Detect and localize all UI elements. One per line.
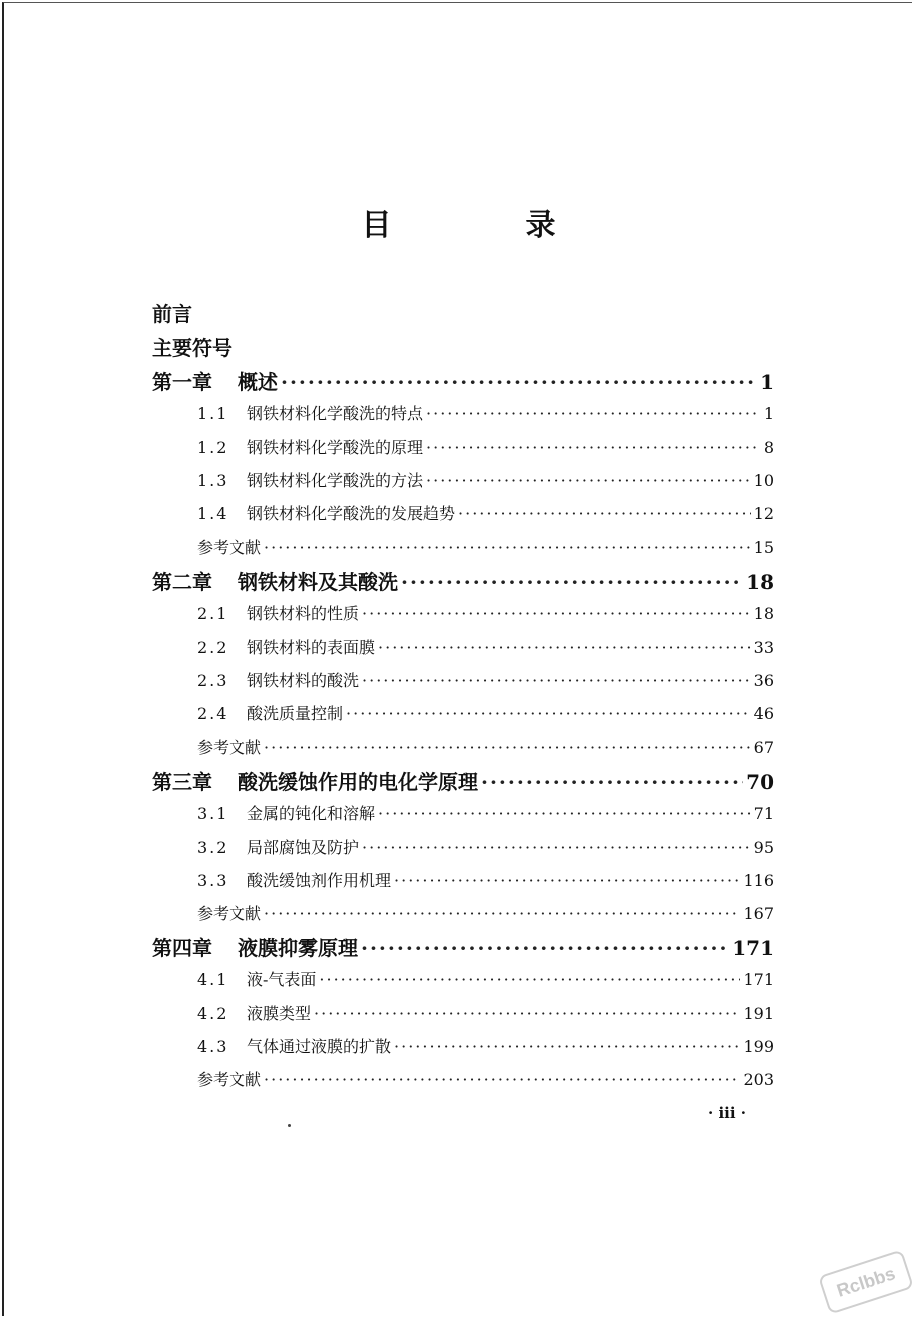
dot-leader xyxy=(264,738,751,757)
section-page: 46 xyxy=(753,704,774,724)
section-title: 钢铁材料的酸洗 xyxy=(247,670,360,690)
section-page: 12 xyxy=(753,504,774,524)
chapter-page: 18 xyxy=(746,570,774,594)
section-page: 199 xyxy=(743,1036,774,1056)
dot-leader xyxy=(426,438,757,457)
watermark-logo: Rclbbs xyxy=(818,1249,914,1314)
section-number: 1.2 xyxy=(197,437,229,457)
chapter-title: 酸洗缓蚀作用的电化学原理 xyxy=(238,770,478,794)
toc-section-row xyxy=(197,668,774,691)
chapter-number: 第四章 xyxy=(152,936,212,960)
dot-leader xyxy=(378,804,751,823)
section-page: 116 xyxy=(743,870,774,890)
section-number: 1.4 xyxy=(197,504,229,524)
dot-leader xyxy=(362,838,751,857)
chapter-title: 钢铁材料及其酸洗 xyxy=(238,570,398,594)
section-number: 3.1 xyxy=(197,804,229,824)
section-page: 8 xyxy=(763,437,774,457)
dot-leader xyxy=(314,1004,740,1023)
dot-leader xyxy=(361,936,729,960)
toc-section-row xyxy=(197,601,774,624)
dot-leader xyxy=(378,638,751,657)
dot-leader xyxy=(281,370,757,394)
section-number: 2.4 xyxy=(197,704,229,724)
section-number: 2.3 xyxy=(197,670,229,690)
toc-preface: 前言 xyxy=(152,302,192,326)
toc-references-row xyxy=(197,901,774,924)
section-number: 1.3 xyxy=(197,470,229,490)
toc-section-row xyxy=(197,468,774,491)
dot-leader xyxy=(394,871,740,890)
toc-section-row xyxy=(197,701,774,724)
section-title: 局部腐蚀及防护 xyxy=(247,837,360,857)
toc-section-row xyxy=(197,501,774,524)
toc-section-row xyxy=(197,635,774,658)
section-page: 191 xyxy=(743,1003,774,1023)
references-page: 15 xyxy=(753,537,774,557)
section-title: 钢铁材料的表面膜 xyxy=(247,637,376,657)
toc-section-row xyxy=(197,801,774,824)
dot-leader xyxy=(264,904,740,923)
section-page: 33 xyxy=(753,637,774,657)
section-title: 钢铁材料化学酸洗的原理 xyxy=(247,437,424,457)
toc-chapter-row xyxy=(152,566,774,595)
references-title: 参考文献 xyxy=(197,737,262,757)
section-title: 钢铁材料化学酸洗的特点 xyxy=(247,404,424,424)
toc-references-row xyxy=(197,535,774,558)
section-title: 酸洗缓蚀剂作用机理 xyxy=(247,870,392,890)
toc-references-row xyxy=(197,1067,774,1090)
section-title: 钢铁材料化学酸洗的方法 xyxy=(247,470,424,490)
chapter-page: 70 xyxy=(746,770,774,794)
dot-leader xyxy=(458,504,751,523)
chapter-title: 液膜抑雾原理 xyxy=(238,936,358,960)
section-number: 4.2 xyxy=(197,1003,229,1023)
chapter-number: 第二章 xyxy=(152,570,212,594)
section-page: 1 xyxy=(763,404,774,424)
section-title: 气体通过液膜的扩散 xyxy=(247,1036,392,1056)
section-title: 金属的钝化和溶解 xyxy=(247,804,376,824)
toc-chapter-row xyxy=(152,932,774,961)
chapter-page: 1 xyxy=(760,370,774,394)
toc-section-row xyxy=(197,967,774,990)
dot-leader xyxy=(426,471,751,490)
page-number: · iii · xyxy=(708,1104,746,1122)
dot-leader xyxy=(362,604,751,623)
section-title: 酸洗质量控制 xyxy=(247,704,344,724)
section-number: 3.3 xyxy=(197,870,229,890)
section-number: 4.3 xyxy=(197,1036,229,1056)
toc-section-row xyxy=(197,435,774,458)
toc-section-row xyxy=(197,1034,774,1057)
toc-chapter-row xyxy=(152,766,774,795)
references-page: 203 xyxy=(743,1070,774,1090)
toc-symbols: 主要符号 xyxy=(152,336,232,360)
section-title: 钢铁材料的性质 xyxy=(247,604,360,624)
page-title: 目 录 xyxy=(361,208,608,243)
references-title: 参考文献 xyxy=(197,904,262,924)
dot-leader xyxy=(401,570,743,594)
toc-section-row xyxy=(197,868,774,891)
section-page: 95 xyxy=(753,837,774,857)
references-page: 67 xyxy=(753,737,774,757)
dot-leader xyxy=(394,1037,740,1056)
dot-leader xyxy=(264,538,751,557)
chapter-page: 171 xyxy=(732,936,774,960)
section-number: 3.2 xyxy=(197,837,229,857)
dot-leader xyxy=(264,1070,740,1089)
section-number: 1.1 xyxy=(197,404,229,424)
toc-section-row xyxy=(197,401,774,424)
references-page: 167 xyxy=(743,904,774,924)
section-title: 液膜类型 xyxy=(247,1003,312,1023)
dot-leader xyxy=(346,704,751,723)
toc-chapter-row xyxy=(152,366,774,395)
scan-speck xyxy=(288,1124,291,1127)
references-title: 参考文献 xyxy=(197,1070,262,1090)
section-number: 2.1 xyxy=(197,604,229,624)
dot-leader xyxy=(426,404,757,423)
toc-references-row xyxy=(197,735,774,758)
section-page: 10 xyxy=(753,470,774,490)
dot-leader xyxy=(481,770,743,794)
section-page: 71 xyxy=(753,804,774,824)
section-title: 钢铁材料化学酸洗的发展趋势 xyxy=(247,504,456,524)
chapter-title: 概述 xyxy=(238,370,278,394)
section-number: 2.2 xyxy=(197,637,229,657)
chapter-number: 第三章 xyxy=(152,770,212,794)
toc-section-row xyxy=(197,1001,774,1024)
chapter-number: 第一章 xyxy=(152,370,212,394)
dot-leader xyxy=(319,970,740,989)
section-page: 18 xyxy=(753,604,774,624)
section-page: 36 xyxy=(753,670,774,690)
dot-leader xyxy=(362,671,751,690)
toc-section-row xyxy=(197,835,774,858)
references-title: 参考文献 xyxy=(197,537,262,557)
section-title: 液-气表面 xyxy=(247,970,317,990)
section-page: 171 xyxy=(743,970,774,990)
section-number: 4.1 xyxy=(197,970,229,990)
